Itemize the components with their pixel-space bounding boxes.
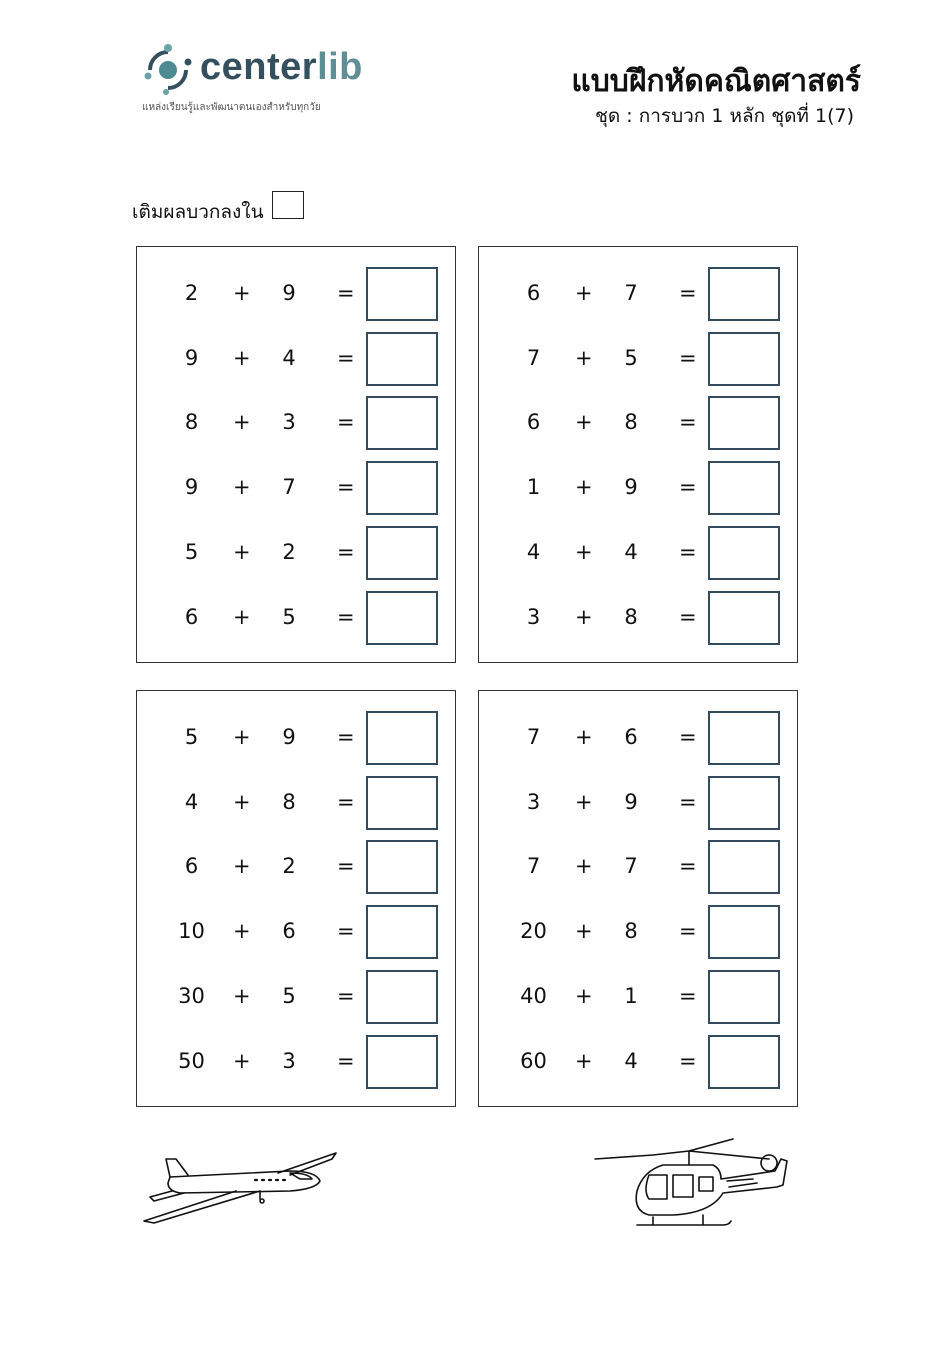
equals-sign: = <box>679 410 697 435</box>
addend-a: 9 <box>184 475 199 500</box>
equals-sign: = <box>337 475 355 500</box>
problem-row <box>137 1035 455 1089</box>
addend-a: 4 <box>184 789 199 814</box>
problem-row <box>479 905 797 959</box>
answer-box[interactable] <box>366 267 438 321</box>
equals-sign: = <box>337 919 355 944</box>
equals-sign: = <box>679 983 697 1008</box>
equals-sign: = <box>337 789 355 814</box>
page-title: แบบฝึกหัดคณิตศาสตร์ <box>571 64 861 99</box>
addend-b: 8 <box>282 789 296 814</box>
addend-a: 6 <box>184 854 199 879</box>
helicopter-icon <box>593 1135 793 1235</box>
equals-sign: = <box>679 539 697 564</box>
plus-sign: + <box>575 345 593 370</box>
exercise-panel-1 <box>136 246 456 663</box>
addend-b: 7 <box>624 854 638 879</box>
addend-b: 4 <box>624 1048 638 1073</box>
plus-sign: + <box>233 854 251 879</box>
problem-row <box>479 711 797 765</box>
airplane-icon <box>140 1145 340 1225</box>
equals-sign: = <box>679 725 697 749</box>
exercise-panel-2 <box>478 246 798 663</box>
problem-row <box>479 970 797 1024</box>
addend-b: 6 <box>282 919 296 944</box>
answer-box[interactable] <box>708 396 780 450</box>
equals-sign: = <box>337 345 355 370</box>
plus-sign: + <box>575 983 593 1008</box>
addend-b: 1 <box>624 983 638 1008</box>
logo-tagline: แหล่งเรียนรู้และพัฒนาตนเองสำหรับทุกวัย <box>142 102 321 113</box>
addend-a: 5 <box>184 725 199 749</box>
addend-a: 7 <box>526 725 541 749</box>
instruction <box>132 197 304 227</box>
problem-row <box>137 711 455 765</box>
plus-sign: + <box>233 789 251 814</box>
equals-sign: = <box>337 281 355 305</box>
problem-row <box>137 396 455 450</box>
problem-row <box>479 396 797 450</box>
equals-sign: = <box>337 1048 355 1073</box>
plus-sign: + <box>233 281 251 305</box>
problem-row <box>479 267 797 321</box>
problem-row <box>137 970 455 1024</box>
addend-a: 3 <box>526 604 541 629</box>
answer-box[interactable] <box>366 591 438 645</box>
plus-sign: + <box>233 539 251 564</box>
addend-b: 9 <box>282 725 296 749</box>
problem-row <box>479 526 797 580</box>
equals-sign: = <box>337 539 355 564</box>
problem-row <box>137 840 455 894</box>
addend-a: 60 <box>520 1048 547 1073</box>
addend-a: 5 <box>184 539 199 564</box>
addend-a: 20 <box>520 919 547 944</box>
answer-box[interactable] <box>366 840 438 894</box>
problem-row <box>137 526 455 580</box>
addend-a: 2 <box>184 281 199 305</box>
logo-mark-icon <box>140 40 196 96</box>
addend-a: 6 <box>184 604 199 629</box>
plus-sign: + <box>575 410 593 435</box>
addend-b: 5 <box>624 345 638 370</box>
plus-sign: + <box>233 475 251 500</box>
answer-box[interactable] <box>366 461 438 515</box>
problem-row <box>137 267 455 321</box>
equals-sign: = <box>679 475 697 500</box>
instruction-text: เติมผลบวกลงใน <box>132 201 264 223</box>
answer-box[interactable] <box>366 332 438 386</box>
plus-sign: + <box>575 1048 593 1073</box>
answer-box[interactable] <box>366 1035 438 1089</box>
answer-box[interactable] <box>708 332 780 386</box>
addend-b: 8 <box>624 604 638 629</box>
exercise-panel-4 <box>478 690 798 1107</box>
problem-row <box>479 776 797 830</box>
problem-row <box>479 461 797 515</box>
problem-row <box>137 332 455 386</box>
plus-sign: + <box>575 281 593 305</box>
addend-a: 30 <box>178 983 205 1008</box>
problem-row <box>137 461 455 515</box>
answer-box[interactable] <box>708 267 780 321</box>
exercise-panel-3 <box>136 690 456 1107</box>
addend-a: 10 <box>178 919 205 944</box>
answer-box[interactable] <box>708 461 780 515</box>
plus-sign: + <box>575 854 593 879</box>
problem-row <box>479 1035 797 1089</box>
answer-box[interactable] <box>366 711 438 765</box>
addend-b: 4 <box>282 345 296 370</box>
addend-a: 7 <box>526 345 541 370</box>
answer-box[interactable] <box>708 1035 780 1089</box>
addend-b: 9 <box>282 281 296 305</box>
plus-sign: + <box>575 539 593 564</box>
equals-sign: = <box>337 410 355 435</box>
logo-wordmark: centerlib <box>200 46 363 88</box>
answer-box[interactable] <box>708 776 780 830</box>
answer-box[interactable] <box>366 905 438 959</box>
plus-sign: + <box>233 410 251 435</box>
plus-sign: + <box>233 919 251 944</box>
addend-b: 5 <box>282 604 296 629</box>
addend-a: 6 <box>526 281 541 305</box>
addend-b: 2 <box>282 854 296 879</box>
equals-sign: = <box>679 604 697 629</box>
equals-sign: = <box>679 281 697 305</box>
addend-b: 5 <box>282 983 296 1008</box>
sample-answer-box <box>272 191 304 219</box>
answer-box[interactable] <box>708 526 780 580</box>
addend-b: 3 <box>282 410 296 435</box>
addend-b: 9 <box>624 475 638 500</box>
addend-b: 7 <box>624 281 638 305</box>
plus-sign: + <box>233 604 251 629</box>
equals-sign: = <box>679 1048 697 1073</box>
plus-sign: + <box>575 789 593 814</box>
plus-sign: + <box>575 725 593 749</box>
addend-a: 50 <box>178 1048 205 1073</box>
equals-sign: = <box>679 854 697 879</box>
answer-box[interactable] <box>366 970 438 1024</box>
addend-b: 7 <box>282 475 296 500</box>
problem-row <box>137 591 455 645</box>
equals-sign: = <box>337 983 355 1008</box>
problem-row <box>479 332 797 386</box>
equals-sign: = <box>337 725 355 749</box>
addend-a: 6 <box>526 410 541 435</box>
addend-a: 1 <box>526 475 541 500</box>
addend-a: 8 <box>184 410 199 435</box>
equals-sign: = <box>679 345 697 370</box>
addend-a: 4 <box>526 539 541 564</box>
answer-box[interactable] <box>708 591 780 645</box>
plus-sign: + <box>575 475 593 500</box>
answer-box[interactable] <box>366 396 438 450</box>
logo <box>140 40 400 120</box>
equals-sign: = <box>679 919 697 944</box>
answer-box[interactable] <box>708 711 780 765</box>
addend-a: 7 <box>526 854 541 879</box>
addend-b: 6 <box>624 725 638 749</box>
addend-b: 3 <box>282 1048 296 1073</box>
problem-row <box>137 776 455 830</box>
equals-sign: = <box>337 604 355 629</box>
plus-sign: + <box>233 983 251 1008</box>
answer-box[interactable] <box>708 840 780 894</box>
plus-sign: + <box>233 1048 251 1073</box>
plus-sign: + <box>575 919 593 944</box>
problem-row <box>479 591 797 645</box>
addend-a: 3 <box>526 789 541 814</box>
addend-b: 8 <box>624 410 638 435</box>
page-subtitle: ชุด : การบวก 1 หลัก ชุดที่ 1(7) <box>594 105 854 127</box>
addend-b: 8 <box>624 919 638 944</box>
answer-box[interactable] <box>366 776 438 830</box>
answer-box[interactable] <box>708 905 780 959</box>
plus-sign: + <box>233 725 251 749</box>
addend-a: 40 <box>520 983 547 1008</box>
addend-a: 9 <box>184 345 199 370</box>
answer-box[interactable] <box>366 526 438 580</box>
equals-sign: = <box>679 789 697 814</box>
addend-b: 9 <box>624 789 638 814</box>
addend-b: 2 <box>282 539 296 564</box>
plus-sign: + <box>233 345 251 370</box>
problem-row <box>137 905 455 959</box>
addend-b: 4 <box>624 539 638 564</box>
plus-sign: + <box>575 604 593 629</box>
answer-box[interactable] <box>708 970 780 1024</box>
problem-row <box>479 840 797 894</box>
equals-sign: = <box>337 854 355 879</box>
